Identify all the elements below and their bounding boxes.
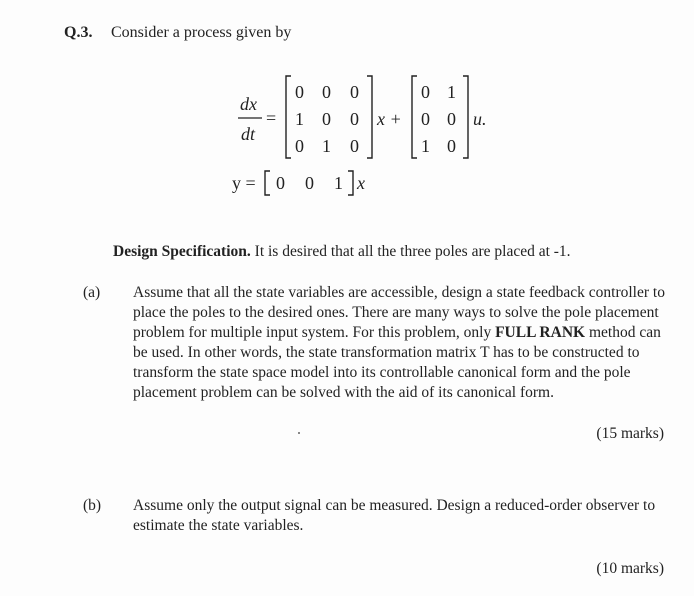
matrix-b-right-bracket: [463, 76, 468, 158]
matrix-c-right-bracket: [348, 171, 353, 195]
matrix-b-cell: 0: [421, 109, 430, 129]
spec-text: It is desired that all the three poles are placed at -1.: [250, 243, 571, 260]
matrix-b-cell: 0: [421, 82, 430, 102]
matrix-c-cell: 1: [334, 173, 343, 193]
part-a-paragraph: [83, 283, 668, 403]
matrix-a-cell: 0: [322, 82, 331, 102]
matrix-a-cell: 0: [295, 82, 304, 102]
part-b-text: Assume only the output signal can be measured. Design a reduced-order observer to estimate the state variables.: [133, 497, 656, 534]
stray-dot: [298, 432, 300, 434]
design-specification: [113, 243, 571, 261]
output-lhs: y =: [232, 173, 256, 193]
part-a-label: (a): [83, 284, 101, 301]
part-b-marks: (10 marks): [596, 560, 664, 577]
lhs-numerator: dx: [240, 94, 257, 114]
matrix-b-left-bracket: [412, 76, 417, 158]
matrix-b-cell: 1: [421, 136, 430, 156]
part-b-label: (b): [83, 497, 102, 514]
part-b-paragraph: [83, 496, 668, 536]
matrix-b-cell: 0: [447, 109, 456, 129]
u-term: u.: [473, 109, 487, 129]
part-a-text-1: Assume that all the state variables are accessible, design a state feedback controller to place the poles to the desired ones. There are many ways to solve the pole placement problem for multiple input system. For this problem, only: [133, 284, 665, 341]
matrix-c-cell: 0: [305, 173, 314, 193]
part-a-text-2: method can be used. In other words, the state transformation matrix T has to be constructed to transform the state space model into its controllable canonical form and the pole placement problem can be solved with the aid of its canonical form.: [133, 324, 661, 401]
spec-heading: Design Specification.: [113, 243, 251, 260]
matrix-a-cell: 0: [295, 136, 304, 156]
x-plus-term: x +: [377, 109, 402, 129]
matrix-c-cell: 0: [276, 173, 285, 193]
matrix-a-cell: 0: [322, 109, 331, 129]
matrix-a-cell: 1: [322, 136, 331, 156]
matrix-c-left-bracket: [265, 171, 270, 195]
part-a-marks: (15 marks): [596, 425, 664, 442]
output-x-term: x: [357, 173, 365, 193]
matrix-a-right-bracket: [367, 76, 372, 158]
matrix-a-left-bracket: [286, 76, 291, 158]
matrix-a-cell: 0: [350, 136, 359, 156]
matrix-a-cell: 1: [295, 109, 304, 129]
matrix-a-cell: 0: [350, 109, 359, 129]
matrix-b-cell: 1: [447, 82, 456, 102]
question-number: Q.3.: [64, 24, 93, 41]
matrix-a-cell: 0: [350, 82, 359, 102]
lhs-denominator: dt: [241, 124, 256, 144]
question-intro: Consider a process given by: [111, 24, 292, 41]
state-space-equation: [0, 0, 694, 210]
part-a: [83, 283, 668, 403]
equals-sign: =: [266, 108, 277, 128]
matrix-b-cell: 0: [447, 136, 456, 156]
part-b: [83, 496, 668, 536]
part-a-bold: FULL RANK: [495, 324, 586, 341]
